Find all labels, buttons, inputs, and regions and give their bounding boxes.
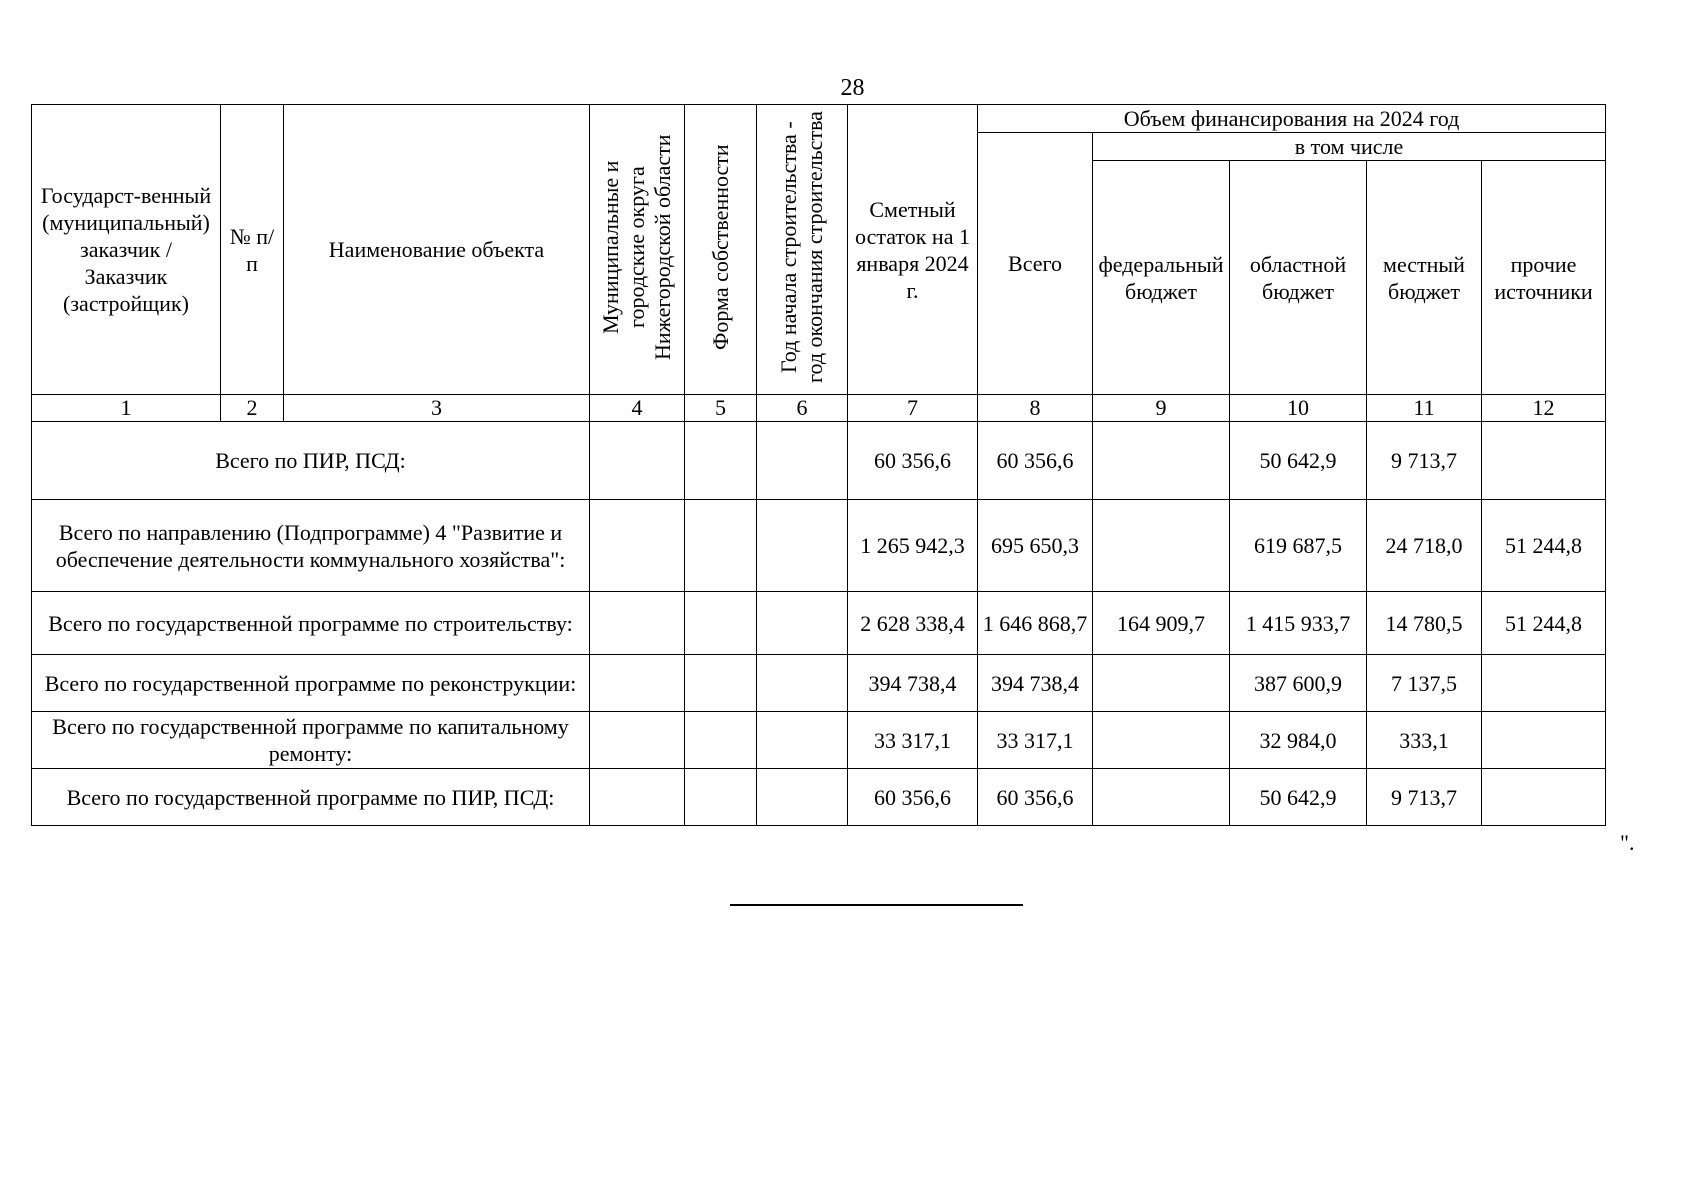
cell-ownership: [685, 769, 757, 826]
cell-years: [757, 592, 848, 655]
column-number: 11: [1367, 395, 1482, 422]
column-number: 9: [1093, 395, 1230, 422]
cell-local: 14 780,5: [1367, 592, 1482, 655]
column-number: 2: [221, 395, 284, 422]
cell-estimate: 60 356,6: [848, 769, 978, 826]
table-row: [32, 655, 1606, 712]
table-row: [32, 592, 1606, 655]
column-number: 10: [1230, 395, 1367, 422]
footer-divider: [730, 904, 1023, 906]
cell-estimate: 33 317,1: [848, 712, 978, 769]
financing-table: [31, 104, 1606, 826]
cell-ownership: [685, 712, 757, 769]
row-label: Всего по государственной программе по реконструкции:: [32, 655, 590, 712]
cell-ownership: [685, 655, 757, 712]
column-number: 1: [32, 395, 221, 422]
cell-ownership: [685, 592, 757, 655]
row-label: Всего по государственной программе по ПИР, ПСД:: [32, 769, 590, 826]
cell-other: [1482, 422, 1606, 500]
header-municipal: Муниципальные и городские округа Нижегородской области: [590, 105, 685, 395]
row-label: Всего по государственной программе по капитальному ремонту:: [32, 712, 590, 769]
header-local: местный бюджет: [1367, 161, 1482, 395]
cell-federal: [1093, 500, 1230, 592]
column-number: 5: [685, 395, 757, 422]
cell-other: 51 244,8: [1482, 592, 1606, 655]
header-num: № п/п: [221, 105, 284, 395]
cell-local: 24 718,0: [1367, 500, 1482, 592]
cell-other: [1482, 769, 1606, 826]
page-number: 28: [840, 75, 865, 101]
cell-federal: [1093, 655, 1230, 712]
cell-other: 51 244,8: [1482, 500, 1606, 592]
cell-regional: 1 415 933,7: [1230, 592, 1367, 655]
header-regional: областной бюджет: [1230, 161, 1367, 395]
row-label: Всего по государственной программе по строительству:: [32, 592, 590, 655]
cell-total: 1 646 868,7: [978, 592, 1093, 655]
header-total: Всего: [978, 133, 1093, 395]
table-row: [32, 422, 1606, 500]
cell-local: 9 713,7: [1367, 769, 1482, 826]
cell-total: 695 650,3: [978, 500, 1093, 592]
column-number: 3: [284, 395, 590, 422]
cell-total: 60 356,6: [978, 422, 1093, 500]
column-number: 4: [590, 395, 685, 422]
cell-total: 33 317,1: [978, 712, 1093, 769]
cell-regional: 387 600,9: [1230, 655, 1367, 712]
cell-years: [757, 712, 848, 769]
header-including: в том числе: [1093, 133, 1606, 161]
cell-estimate: 394 738,4: [848, 655, 978, 712]
header-federal: федеральный бюджет: [1093, 161, 1230, 395]
cell-municipal: [590, 655, 685, 712]
cell-municipal: [590, 592, 685, 655]
column-number: 7: [848, 395, 978, 422]
cell-federal: 164 909,7: [1093, 592, 1230, 655]
cell-regional: 50 642,9: [1230, 422, 1367, 500]
cell-local: 7 137,5: [1367, 655, 1482, 712]
cell-other: [1482, 712, 1606, 769]
header-estimate: Сметный остаток на 1 января 2024 г.: [848, 105, 978, 395]
header-ownership: Форма собственности: [685, 105, 757, 395]
header-other: прочие источники: [1482, 161, 1606, 395]
cell-ownership: [685, 500, 757, 592]
header-years: Год начала строительства - год окончания строительства: [757, 105, 848, 395]
cell-estimate: 2 628 338,4: [848, 592, 978, 655]
cell-local: 333,1: [1367, 712, 1482, 769]
cell-total: 60 356,6: [978, 769, 1093, 826]
cell-municipal: [590, 712, 685, 769]
cell-years: [757, 500, 848, 592]
column-number: 6: [757, 395, 848, 422]
row-label: Всего по ПИР, ПСД:: [32, 422, 590, 500]
cell-federal: [1093, 712, 1230, 769]
cell-estimate: 1 265 942,3: [848, 500, 978, 592]
cell-ownership: [685, 422, 757, 500]
cell-years: [757, 655, 848, 712]
cell-municipal: [590, 422, 685, 500]
table-row: [32, 500, 1606, 592]
header-financing-group: Объем финансирования на 2024 год: [978, 105, 1606, 133]
header-customer: Государст-венный (муниципальный) заказчик / Заказчик (застройщик): [32, 105, 221, 395]
cell-regional: 32 984,0: [1230, 712, 1367, 769]
row-label: Всего по направлению (Подпрограмме) 4 "Развитие и обеспечение деятельности коммунального хозяйства":: [32, 500, 590, 592]
cell-local: 9 713,7: [1367, 422, 1482, 500]
cell-regional: 50 642,9: [1230, 769, 1367, 826]
column-numbers-row: [32, 395, 1606, 422]
column-number: 8: [978, 395, 1093, 422]
cell-federal: [1093, 769, 1230, 826]
cell-estimate: 60 356,6: [848, 422, 978, 500]
table-row: [32, 769, 1606, 826]
cell-regional: 619 687,5: [1230, 500, 1367, 592]
cell-municipal: [590, 500, 685, 592]
column-number: 12: [1482, 395, 1606, 422]
closing-quote: ".: [1620, 830, 1635, 855]
cell-federal: [1093, 422, 1230, 500]
cell-total: 394 738,4: [978, 655, 1093, 712]
cell-years: [757, 769, 848, 826]
cell-municipal: [590, 769, 685, 826]
table-row: [32, 712, 1606, 769]
header-object-name: Наименование объекта: [284, 105, 590, 395]
cell-other: [1482, 655, 1606, 712]
cell-years: [757, 422, 848, 500]
